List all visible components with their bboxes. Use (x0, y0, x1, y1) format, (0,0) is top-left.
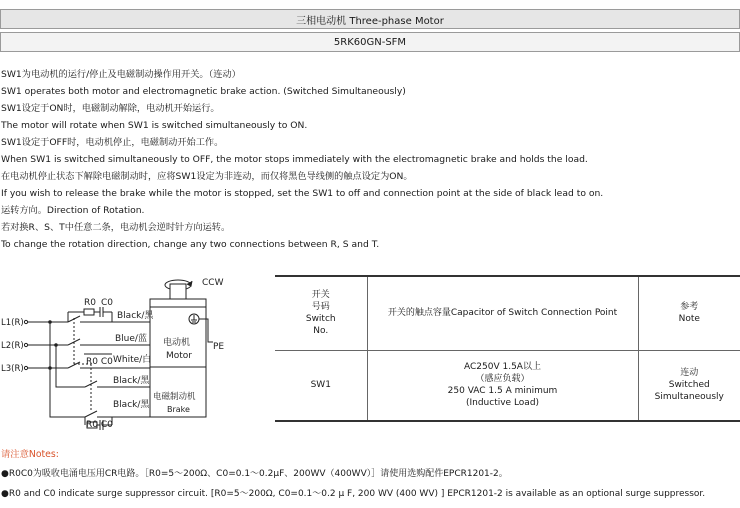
description-line: 在电动机停止状态下解除电磁制动时，应将SW1设定为非连动，而仅将黑色导线侧的触点设定为ON。 (1, 171, 413, 182)
wire-label-black-3: Black/黑 (113, 400, 150, 410)
note-line: ●R0C0为吸收电涌电压用CR电路。［R0=5～200Ω、C0=0.1～0.2μF、200WV（400WV）］请使用选购配件EPCR1201-2。 (1, 469, 508, 479)
table-row (275, 350, 740, 421)
model-bar (0, 32, 740, 52)
notes-title: 请注意Notes: (1, 449, 59, 460)
product-title-bar (0, 9, 740, 29)
description-line: To change the rotation direction, change any two connections between R, S and T. (1, 239, 380, 250)
line-l2-label: L2(R) (1, 341, 24, 351)
wire-label-white: White/白 (113, 355, 152, 365)
ccw-label: CCW (202, 278, 224, 288)
r0c0-label-bottom: R0 C0 (86, 420, 113, 430)
wiring-diagram (0, 272, 270, 432)
brake-label-en: Brake (167, 405, 190, 414)
table-header-row (275, 276, 740, 350)
cell-note: 连动 Switched Simultaneously (638, 350, 740, 421)
wire-label-blue: Blue/蓝 (115, 334, 147, 344)
line-l1-label: L1(R) (1, 318, 24, 328)
header-note: 参考 Note (638, 276, 740, 350)
note-line: ●R0 and C0 indicate surge suppressor circuit. [R0=5～200Ω, C0=0.1～0.2 μ F, 200 WV (400 WV) ] EPCR1201-2 is available as an optional surge suppressor. (1, 489, 706, 499)
r0c0-label-mid: R0 C0 (86, 357, 113, 367)
brake-label-cn: 电磁制动机 (153, 392, 196, 402)
pe-label: PE (213, 342, 225, 352)
wire-label-black-2: Black/黑 (113, 376, 150, 386)
description-line: SW1 operates both motor and electromagnetic brake action. (Switched Simultaneously) (1, 86, 406, 97)
product-title: 三相电动机 Three-phase Motor (296, 15, 444, 27)
motor-label-cn: 电动机 (163, 338, 191, 348)
motor-shaft (170, 284, 186, 300)
header-capacity: 开关的触点容量Capacitor of Switch Connection Point (367, 276, 638, 350)
description-line: When SW1 is switched simultaneously to OFF, the motor stops immediately with the electromagnetic brake and holds the load. (1, 154, 588, 165)
description-line: SW1为电动机的运行/停止及电磁制动操作用开关。（连动） (1, 69, 241, 80)
header-switch-no: 开关 号码 Switch No. (275, 276, 367, 350)
motor-flange (150, 299, 206, 307)
description-block (1, 66, 603, 253)
line-l3-label: L3(R) (1, 364, 24, 374)
switch-spec-table (275, 275, 740, 422)
cell-capacity: AC250V 1.5A以上 （感应负载） 250 VAC 1.5 A minimum (Inductive Load) (367, 350, 638, 421)
description-line: SW1设定于ON时，电磁制动解除，电动机开始运行。 (1, 103, 220, 114)
r0-label: R0 (84, 298, 96, 308)
supply-wires (24, 320, 85, 417)
surge-suppressor-top (68, 307, 112, 322)
c0-label: C0 (101, 298, 114, 308)
description-line: SW1设定于OFF时，电动机停止，电磁制动开始工作。 (1, 137, 224, 148)
wire-label-black-1: Black/黑 (117, 311, 154, 321)
model-number: 5RK60GN-SFM (333, 36, 407, 48)
cell-switch-no: SW1 (275, 350, 367, 421)
motor-label-en: Motor (166, 351, 193, 361)
description-line: If you wish to release the brake while the motor is stopped, set the SW1 to off and connection point at the side of black lead to on. (1, 188, 604, 199)
description-line: The motor will rotate when SW1 is switched simultaneously to ON. (1, 120, 308, 131)
description-line: 若对换R、S、T中任意二条，电动机会逆时针方向运转。 (1, 222, 231, 233)
description-line: 运转方向。Direction of Rotation. (1, 205, 145, 216)
